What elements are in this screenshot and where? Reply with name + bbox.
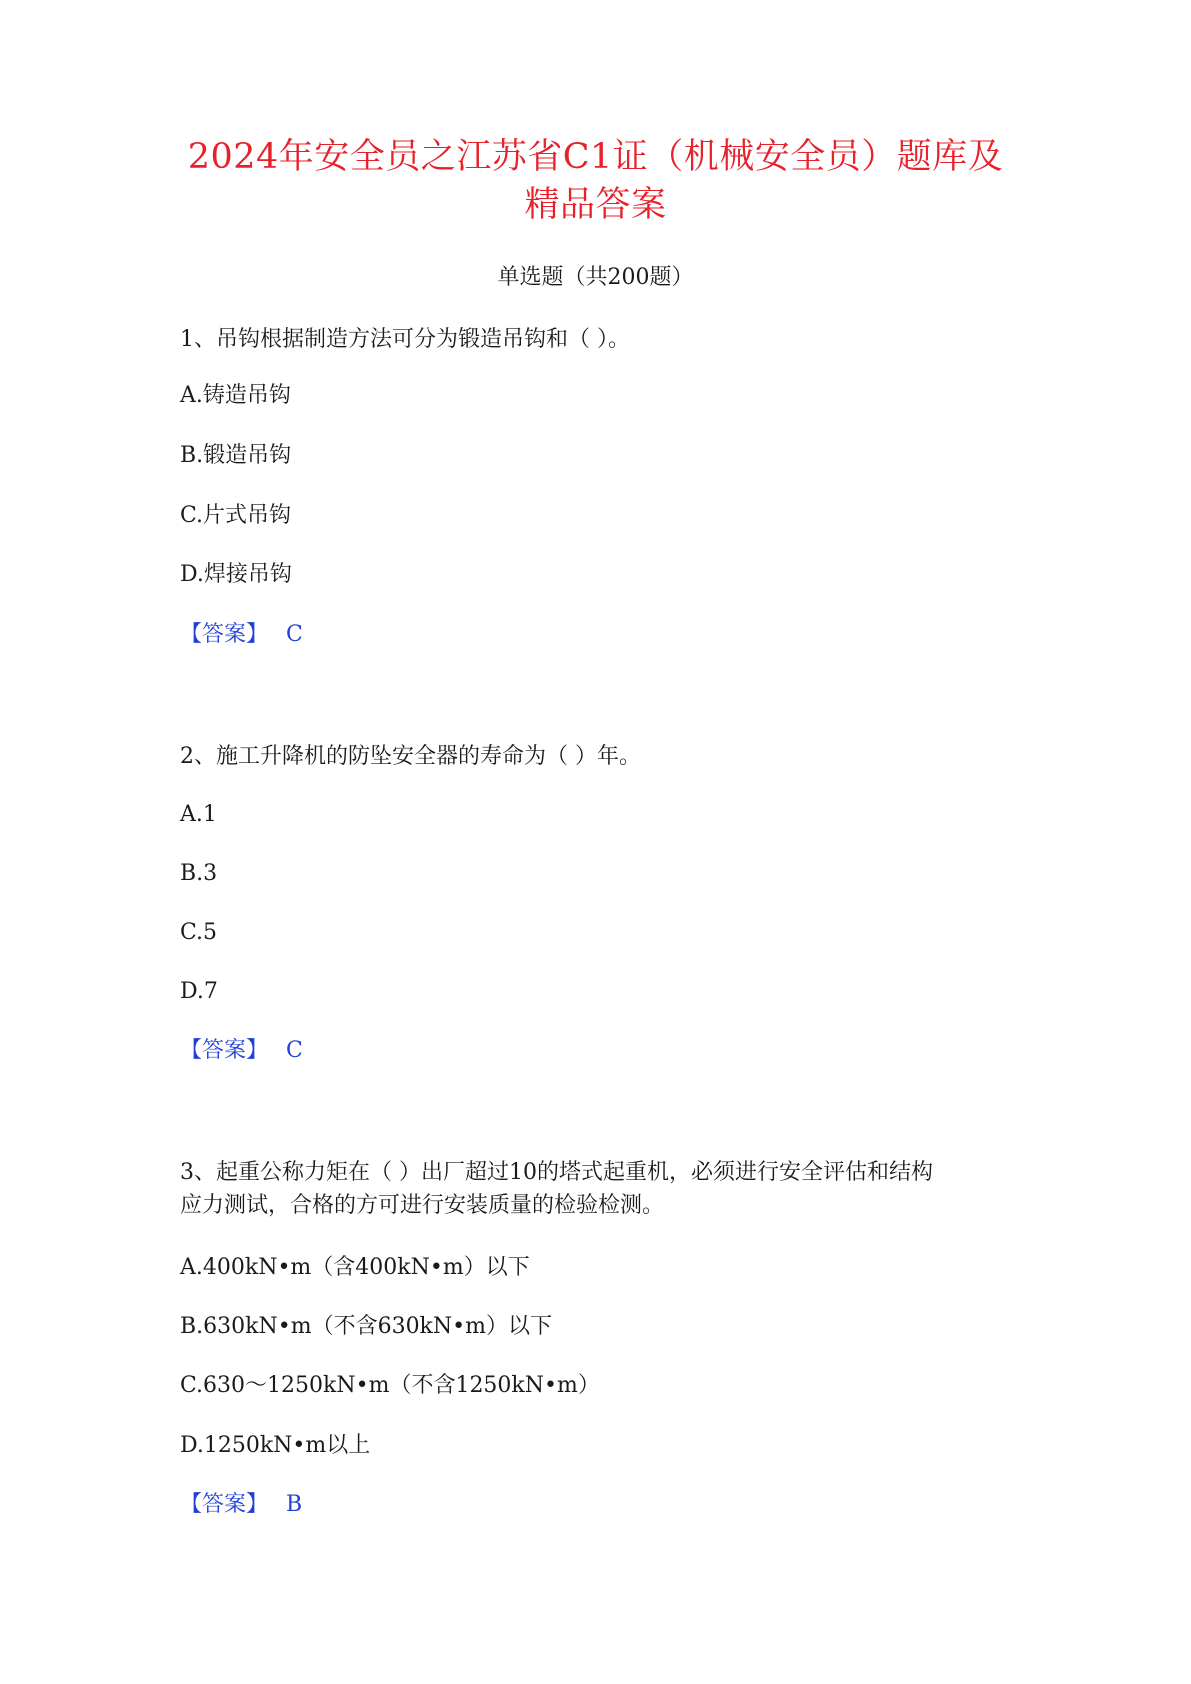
question-2-option-b: B.3 [180, 861, 218, 886]
question-1-answer [180, 620, 303, 650]
question-3-option-b: B.630kN•m（不含630kN•m）以下 [180, 1314, 552, 1339]
question-3-stem-line-2: 应力测试，合格的方可进行安装质量的检验检测。 [180, 1193, 665, 1218]
question-1-option-b: B.锻造吊钩 [180, 443, 292, 468]
question-3-option-d: D.1250kN•m以上 [180, 1433, 371, 1458]
question-2-answer [180, 1036, 303, 1066]
answer-label: 【答案】 [180, 1492, 269, 1517]
question-3-option-a: A.400kN•m（含400kN•m）以下 [180, 1255, 530, 1280]
question-2-option-a: A.1 [180, 802, 217, 827]
question-1-option-d: D.焊接吊钩 [180, 562, 292, 587]
question-1-option-a: A.铸造吊钩 [180, 383, 291, 408]
question-1-option-c: C.片式吊钩 [180, 503, 292, 528]
document-title-line-1: 2024年安全员之江苏省C1证（机械安全员）题库及 [187, 137, 1004, 177]
question-1-stem: 1、吊钩根据制造方法可分为锻造吊钩和（ ）。 [180, 327, 630, 352]
document-title-line-2: 精品答案 [524, 185, 667, 225]
question-3-stem-line-1: 3、起重公称力矩在（ ）出厂超过10的塔式起重机，必须进行安全评估和结构 [180, 1160, 933, 1185]
question-2-stem: 2、施工升降机的防坠安全器的寿命为（ ）年。 [180, 744, 641, 769]
answer-label: 【答案】 [180, 1038, 269, 1063]
section-heading: 单选题（共200题） [497, 265, 694, 290]
question-3-answer [180, 1490, 302, 1520]
question-2-option-c: C.5 [180, 920, 218, 945]
answer-label: 【答案】 [180, 622, 269, 647]
question-2-option-d: D.7 [180, 979, 218, 1004]
answer-value: C [286, 1038, 303, 1063]
answer-value: C [286, 622, 303, 647]
question-3-option-c: C.630～1250kN•m（不含1250kN•m） [180, 1373, 600, 1398]
answer-value: B [286, 1492, 303, 1517]
